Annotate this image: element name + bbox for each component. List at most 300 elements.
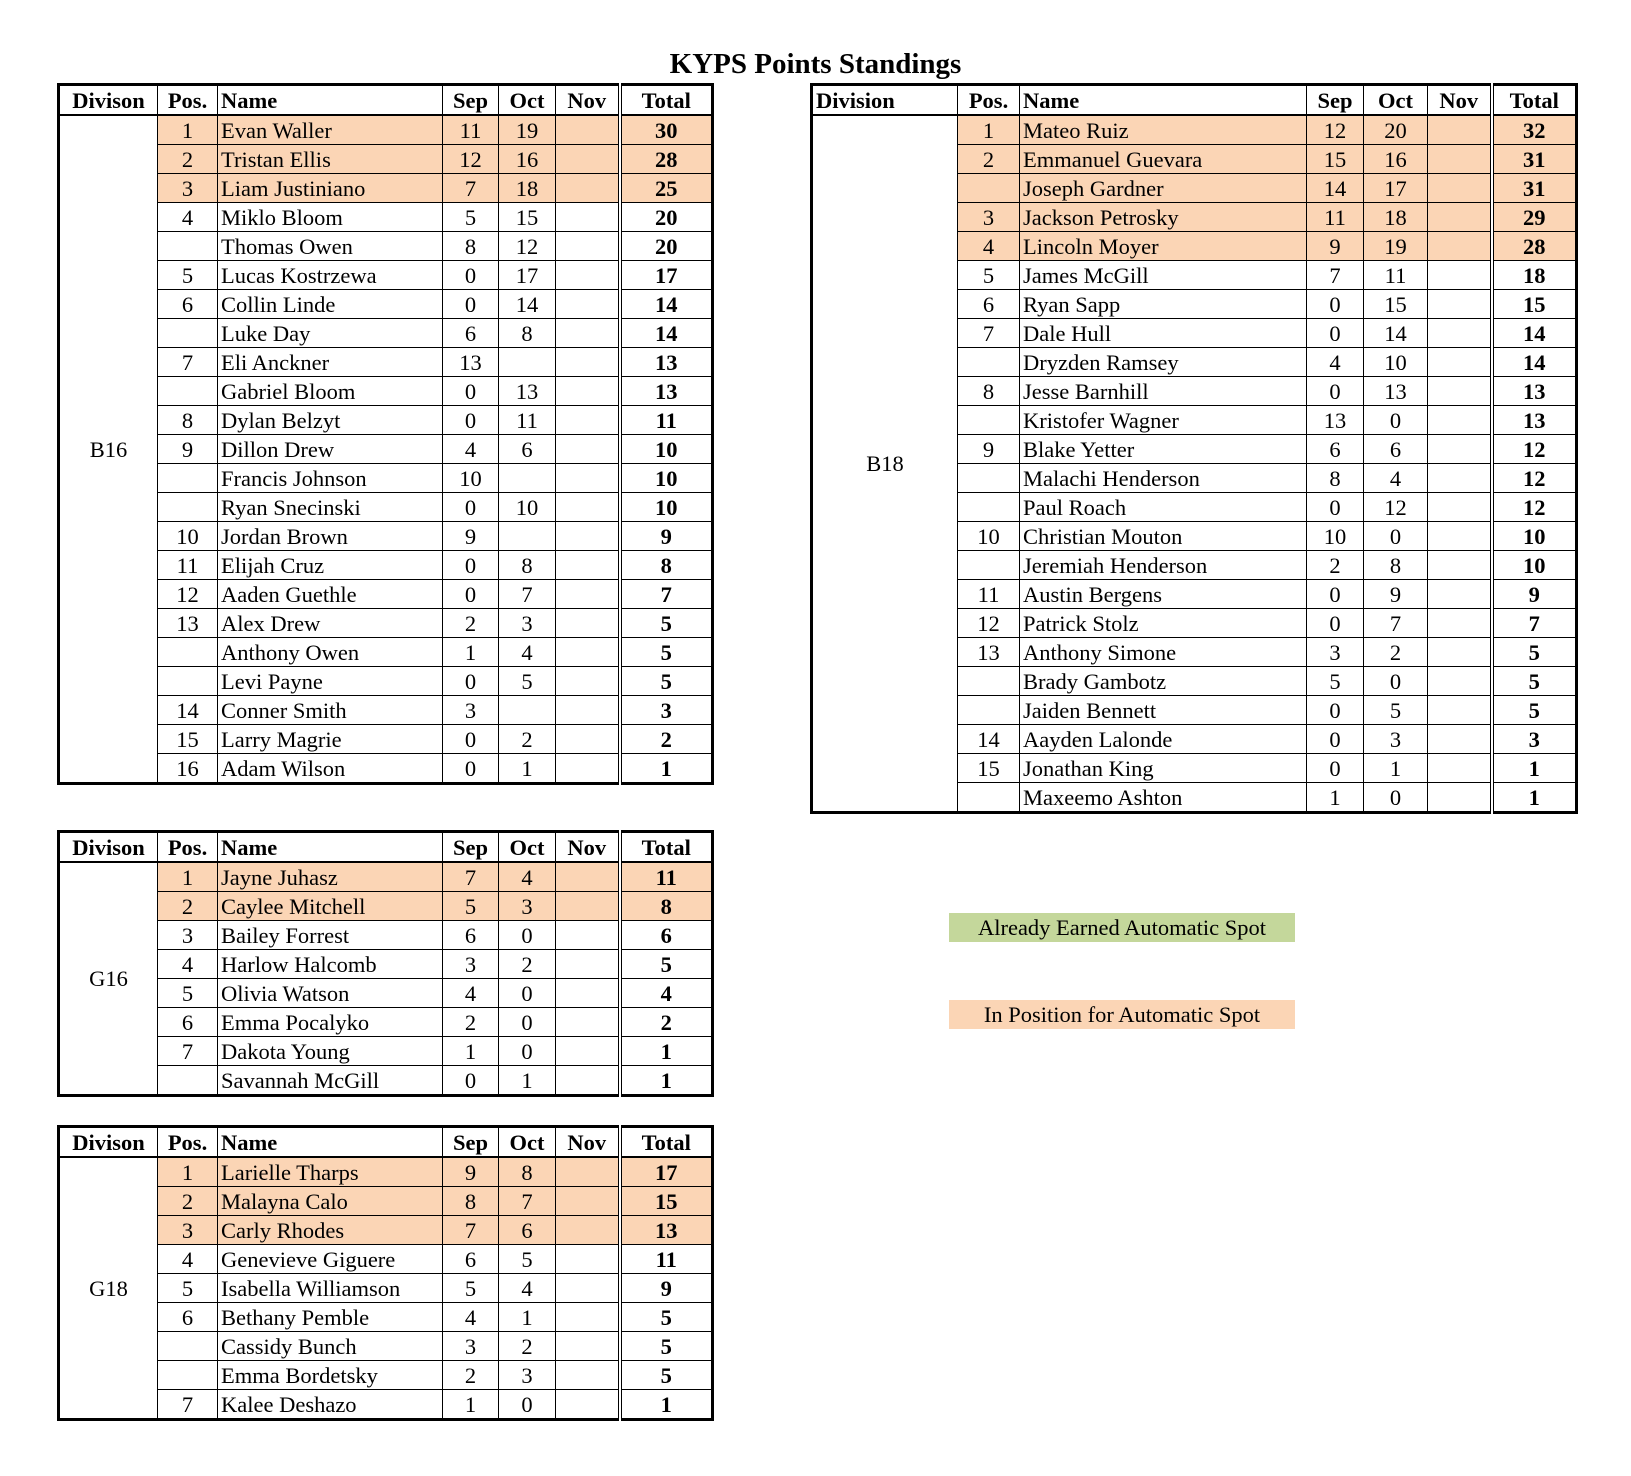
nov-points-cell [1428, 435, 1492, 464]
oct-points-cell: 15 [1364, 290, 1428, 319]
legend-position-spot: In Position for Automatic Spot [949, 1000, 1295, 1029]
division-label: B18 [812, 115, 958, 813]
nov-points-cell [1428, 580, 1492, 609]
position-cell [958, 406, 1020, 435]
header-oct: Oct [499, 1127, 556, 1158]
nov-points-cell [556, 1390, 620, 1420]
total-points-cell: 14 [620, 290, 713, 319]
oct-points-cell: 8 [499, 551, 556, 580]
header-pos: Pos. [158, 832, 218, 863]
table-row [59, 638, 713, 667]
position-cell [158, 667, 218, 696]
oct-points-cell: 0 [1364, 406, 1428, 435]
player-name-cell: Dale Hull [1020, 319, 1307, 348]
nov-points-cell [556, 1008, 620, 1037]
player-name-cell: Emma Bordetsky [218, 1361, 443, 1390]
position-cell: 1 [158, 1157, 218, 1187]
total-points-cell: 18 [1492, 261, 1577, 290]
total-points-cell: 13 [620, 348, 713, 377]
player-name-cell: Harlow Halcomb [218, 950, 443, 979]
total-points-cell: 1 [1492, 783, 1577, 813]
sep-points-cell: 0 [1307, 377, 1364, 406]
oct-points-cell: 0 [499, 1037, 556, 1066]
nov-points-cell [556, 348, 620, 377]
table-row [59, 1066, 713, 1096]
header-oct: Oct [1364, 85, 1428, 116]
nov-points-cell [556, 862, 620, 892]
table-row [59, 862, 713, 892]
nov-points-cell [556, 950, 620, 979]
oct-points-cell: 7 [499, 1187, 556, 1216]
total-points-cell: 1 [620, 754, 713, 784]
sep-points-cell: 0 [443, 406, 499, 435]
player-name-cell: Adam Wilson [218, 754, 443, 784]
page-title: KYPS Points Standings [669, 48, 962, 80]
player-name-cell: Miklo Bloom [218, 203, 443, 232]
oct-points-cell: 10 [499, 493, 556, 522]
sep-points-cell: 10 [1307, 522, 1364, 551]
player-name-cell: Evan Waller [218, 115, 443, 145]
nov-points-cell [556, 1066, 620, 1096]
sep-points-cell: 0 [443, 667, 499, 696]
position-cell: 3 [958, 203, 1020, 232]
total-points-cell: 1 [1492, 754, 1577, 783]
position-cell [158, 1332, 218, 1361]
legend-earned-spot: Already Earned Automatic Spot [949, 913, 1295, 942]
sep-points-cell: 2 [443, 1361, 499, 1390]
player-name-cell: Kristofer Wagner [1020, 406, 1307, 435]
position-cell: 13 [958, 638, 1020, 667]
position-cell: 2 [958, 145, 1020, 174]
position-cell: 5 [158, 261, 218, 290]
total-points-cell: 10 [620, 493, 713, 522]
nov-points-cell [556, 892, 620, 921]
sep-points-cell: 11 [1307, 203, 1364, 232]
table-row [812, 115, 1577, 145]
position-cell: 15 [158, 725, 218, 754]
sep-points-cell: 0 [443, 377, 499, 406]
position-cell [158, 464, 218, 493]
header-name: Name [1020, 85, 1307, 116]
table-row [59, 725, 713, 754]
oct-points-cell: 3 [499, 1361, 556, 1390]
total-points-cell: 10 [620, 464, 713, 493]
player-name-cell: Bethany Pemble [218, 1303, 443, 1332]
player-name-cell: Blake Yetter [1020, 435, 1307, 464]
position-cell [958, 348, 1020, 377]
table-row [59, 609, 713, 638]
player-name-cell: Jeremiah Henderson [1020, 551, 1307, 580]
table-row [59, 892, 713, 921]
oct-points-cell: 0 [1364, 667, 1428, 696]
oct-points-cell: 8 [1364, 551, 1428, 580]
table-row [59, 348, 713, 377]
total-points-cell: 5 [620, 638, 713, 667]
player-name-cell: Lincoln Moyer [1020, 232, 1307, 261]
table-row [59, 1216, 713, 1245]
oct-points-cell: 6 [1364, 435, 1428, 464]
player-name-cell: Dakota Young [218, 1037, 443, 1066]
sep-points-cell: 9 [443, 522, 499, 551]
position-cell: 2 [158, 145, 218, 174]
player-name-cell: Emmanuel Guevara [1020, 145, 1307, 174]
total-points-cell: 1 [620, 1066, 713, 1096]
player-name-cell: Caylee Mitchell [218, 892, 443, 921]
sep-points-cell: 0 [443, 261, 499, 290]
total-points-cell: 5 [620, 609, 713, 638]
oct-points-cell: 13 [499, 377, 556, 406]
total-points-cell: 20 [620, 232, 713, 261]
oct-points-cell: 0 [1364, 783, 1428, 813]
oct-points-cell: 3 [499, 609, 556, 638]
nov-points-cell [556, 609, 620, 638]
player-name-cell: Brady Gambotz [1020, 667, 1307, 696]
sep-points-cell: 0 [443, 290, 499, 319]
oct-points-cell: 2 [499, 725, 556, 754]
position-cell [958, 667, 1020, 696]
sep-points-cell: 6 [443, 921, 499, 950]
header-total: Total [620, 85, 713, 116]
sep-points-cell: 0 [1307, 580, 1364, 609]
oct-points-cell: 0 [499, 1008, 556, 1037]
oct-points-cell: 18 [1364, 203, 1428, 232]
header-division: Divison [59, 832, 158, 863]
total-points-cell: 17 [620, 1157, 713, 1187]
position-cell [958, 696, 1020, 725]
nov-points-cell [556, 1157, 620, 1187]
sep-points-cell: 7 [1307, 261, 1364, 290]
player-name-cell: Genevieve Giguere [218, 1245, 443, 1274]
sep-points-cell: 0 [1307, 754, 1364, 783]
header-sep: Sep [1307, 85, 1364, 116]
oct-points-cell [499, 348, 556, 377]
total-points-cell: 29 [1492, 203, 1577, 232]
nov-points-cell [556, 261, 620, 290]
player-name-cell: Malachi Henderson [1020, 464, 1307, 493]
sep-points-cell: 3 [443, 950, 499, 979]
total-points-cell: 13 [1492, 406, 1577, 435]
sep-points-cell: 0 [443, 725, 499, 754]
sep-points-cell: 5 [443, 892, 499, 921]
sep-points-cell: 8 [443, 1187, 499, 1216]
oct-points-cell [499, 522, 556, 551]
position-cell: 3 [158, 921, 218, 950]
sep-points-cell: 0 [1307, 493, 1364, 522]
player-name-cell: Bailey Forrest [218, 921, 443, 950]
sep-points-cell: 0 [1307, 609, 1364, 638]
position-cell: 2 [158, 892, 218, 921]
total-points-cell: 15 [1492, 290, 1577, 319]
oct-points-cell: 12 [499, 232, 556, 261]
position-cell: 3 [158, 1216, 218, 1245]
position-cell [158, 493, 218, 522]
sep-points-cell: 3 [443, 1332, 499, 1361]
player-name-cell: Malayna Calo [218, 1187, 443, 1216]
oct-points-cell: 4 [499, 638, 556, 667]
nov-points-cell [1428, 551, 1492, 580]
sep-points-cell: 4 [443, 979, 499, 1008]
nov-points-cell [556, 696, 620, 725]
nov-points-cell [556, 174, 620, 203]
table-row [59, 232, 713, 261]
player-name-cell: Tristan Ellis [218, 145, 443, 174]
oct-points-cell: 2 [1364, 638, 1428, 667]
position-cell [958, 551, 1020, 580]
sep-points-cell: 0 [443, 551, 499, 580]
total-points-cell: 5 [620, 667, 713, 696]
position-cell: 9 [158, 435, 218, 464]
nov-points-cell [556, 115, 620, 145]
sep-points-cell: 5 [1307, 667, 1364, 696]
position-cell: 7 [158, 1037, 218, 1066]
player-name-cell: Kalee Deshazo [218, 1390, 443, 1420]
sep-points-cell: 6 [1307, 435, 1364, 464]
header-division: Divison [59, 1127, 158, 1158]
sep-points-cell: 0 [443, 580, 499, 609]
position-cell: 8 [158, 406, 218, 435]
nov-points-cell [1428, 377, 1492, 406]
table-row [59, 406, 713, 435]
oct-points-cell: 0 [499, 979, 556, 1008]
total-points-cell: 5 [620, 1303, 713, 1332]
player-name-cell: Elijah Cruz [218, 551, 443, 580]
header-total: Total [1492, 85, 1577, 116]
total-points-cell: 32 [1492, 115, 1577, 145]
sep-points-cell: 0 [443, 754, 499, 784]
total-points-cell: 5 [620, 1361, 713, 1390]
table-row [59, 580, 713, 609]
table-row [59, 1245, 713, 1274]
sep-points-cell: 0 [1307, 290, 1364, 319]
table-row [59, 435, 713, 464]
player-name-cell: Joseph Gardner [1020, 174, 1307, 203]
sep-points-cell: 1 [1307, 783, 1364, 813]
total-points-cell: 2 [620, 1008, 713, 1037]
sep-points-cell: 13 [443, 348, 499, 377]
player-name-cell: Savannah McGill [218, 1066, 443, 1096]
header-nov: Nov [556, 832, 620, 863]
total-points-cell: 12 [1492, 464, 1577, 493]
sep-points-cell: 3 [1307, 638, 1364, 667]
position-cell: 11 [958, 580, 1020, 609]
total-points-cell: 5 [1492, 638, 1577, 667]
nov-points-cell [556, 725, 620, 754]
position-cell: 12 [958, 609, 1020, 638]
position-cell [958, 783, 1020, 813]
player-name-cell: Collin Linde [218, 290, 443, 319]
nov-points-cell [556, 1037, 620, 1066]
table-row [59, 1361, 713, 1390]
division-label: G18 [59, 1157, 158, 1420]
player-name-cell: Gabriel Bloom [218, 377, 443, 406]
table-row [59, 522, 713, 551]
total-points-cell: 5 [620, 1332, 713, 1361]
oct-points-cell [499, 464, 556, 493]
header-total: Total [620, 1127, 713, 1158]
total-points-cell: 5 [1492, 667, 1577, 696]
nov-points-cell [1428, 725, 1492, 754]
oct-points-cell: 16 [499, 145, 556, 174]
sep-points-cell: 1 [443, 1390, 499, 1420]
table-row [59, 1332, 713, 1361]
total-points-cell: 30 [620, 115, 713, 145]
table-row [59, 1187, 713, 1216]
total-points-cell: 13 [1492, 377, 1577, 406]
nov-points-cell [556, 667, 620, 696]
position-cell: 4 [958, 232, 1020, 261]
oct-points-cell: 11 [1364, 261, 1428, 290]
oct-points-cell: 14 [1364, 319, 1428, 348]
player-name-cell: Ryan Snecinski [218, 493, 443, 522]
total-points-cell: 14 [1492, 348, 1577, 377]
oct-points-cell: 1 [499, 754, 556, 784]
nov-points-cell [556, 979, 620, 1008]
nov-points-cell [556, 522, 620, 551]
total-points-cell: 9 [620, 522, 713, 551]
nov-points-cell [1428, 319, 1492, 348]
table-row [59, 950, 713, 979]
sep-points-cell: 4 [443, 1303, 499, 1332]
table-row [59, 667, 713, 696]
oct-points-cell: 1 [499, 1303, 556, 1332]
oct-points-cell: 5 [1364, 696, 1428, 725]
table-row [59, 1008, 713, 1037]
header-pos: Pos. [158, 1127, 218, 1158]
player-name-cell: Anthony Owen [218, 638, 443, 667]
total-points-cell: 7 [1492, 609, 1577, 638]
oct-points-cell: 5 [499, 1245, 556, 1274]
total-points-cell: 10 [620, 435, 713, 464]
table-row [59, 377, 713, 406]
table-row [59, 551, 713, 580]
player-name-cell: Aayden Lalonde [1020, 725, 1307, 754]
player-name-cell: Carly Rhodes [218, 1216, 443, 1245]
player-name-cell: Dryzden Ramsey [1020, 348, 1307, 377]
nov-points-cell [556, 464, 620, 493]
sep-points-cell: 6 [443, 319, 499, 348]
oct-points-cell: 2 [499, 1332, 556, 1361]
table-row [59, 1390, 713, 1420]
sep-points-cell: 3 [443, 696, 499, 725]
oct-points-cell: 4 [499, 862, 556, 892]
table-row [59, 1303, 713, 1332]
position-cell: 7 [158, 348, 218, 377]
player-name-cell: Christian Mouton [1020, 522, 1307, 551]
position-cell: 11 [158, 551, 218, 580]
header-sep: Sep [443, 85, 499, 116]
nov-points-cell [556, 921, 620, 950]
total-points-cell: 7 [620, 580, 713, 609]
total-points-cell: 13 [620, 1216, 713, 1245]
nov-points-cell [1428, 203, 1492, 232]
table-row [59, 921, 713, 950]
total-points-cell: 3 [620, 696, 713, 725]
total-points-cell: 17 [620, 261, 713, 290]
oct-points-cell: 9 [1364, 580, 1428, 609]
sep-points-cell: 6 [443, 1245, 499, 1274]
nov-points-cell [556, 551, 620, 580]
position-cell: 10 [958, 522, 1020, 551]
total-points-cell: 12 [1492, 435, 1577, 464]
division-label: B16 [59, 115, 158, 784]
total-points-cell: 5 [620, 950, 713, 979]
sep-points-cell: 4 [443, 435, 499, 464]
position-cell: 14 [158, 696, 218, 725]
oct-points-cell: 1 [1364, 754, 1428, 783]
player-name-cell: Thomas Owen [218, 232, 443, 261]
sep-points-cell: 1 [443, 638, 499, 667]
player-name-cell: Dylan Belzyt [218, 406, 443, 435]
player-name-cell: Ryan Sapp [1020, 290, 1307, 319]
header-oct: Oct [499, 832, 556, 863]
position-cell: 16 [158, 754, 218, 784]
oct-points-cell: 1 [499, 1066, 556, 1096]
oct-points-cell: 14 [499, 290, 556, 319]
total-points-cell: 11 [620, 862, 713, 892]
position-cell [158, 377, 218, 406]
player-name-cell: Jesse Barnhill [1020, 377, 1307, 406]
position-cell: 8 [958, 377, 1020, 406]
sep-points-cell: 9 [443, 1157, 499, 1187]
player-name-cell: Jackson Petrosky [1020, 203, 1307, 232]
nov-points-cell [1428, 261, 1492, 290]
position-cell: 10 [158, 522, 218, 551]
position-cell: 6 [158, 1008, 218, 1037]
oct-points-cell: 0 [1364, 522, 1428, 551]
total-points-cell: 2 [620, 725, 713, 754]
total-points-cell: 28 [1492, 232, 1577, 261]
table-row [59, 1274, 713, 1303]
header-sep: Sep [443, 1127, 499, 1158]
position-cell: 4 [158, 203, 218, 232]
total-points-cell: 31 [1492, 145, 1577, 174]
sep-points-cell: 0 [1307, 319, 1364, 348]
oct-points-cell: 17 [499, 261, 556, 290]
sep-points-cell: 12 [443, 145, 499, 174]
player-name-cell: Larry Magrie [218, 725, 443, 754]
total-points-cell: 28 [620, 145, 713, 174]
header-pos: Pos. [958, 85, 1020, 116]
total-points-cell: 31 [1492, 174, 1577, 203]
total-points-cell: 14 [620, 319, 713, 348]
table-row [59, 174, 713, 203]
nov-points-cell [556, 638, 620, 667]
player-name-cell: Jordan Brown [218, 522, 443, 551]
total-points-cell: 11 [620, 406, 713, 435]
oct-points-cell: 8 [499, 1157, 556, 1187]
position-cell [158, 319, 218, 348]
nov-points-cell [1428, 754, 1492, 783]
sep-points-cell: 12 [1307, 115, 1364, 145]
header-division: Divison [59, 85, 158, 116]
table-row [59, 145, 713, 174]
standings-table-b18 [810, 83, 1578, 814]
table-row [59, 979, 713, 1008]
sep-points-cell: 9 [1307, 232, 1364, 261]
nov-points-cell [556, 493, 620, 522]
total-points-cell: 4 [620, 979, 713, 1008]
sep-points-cell: 10 [443, 464, 499, 493]
sep-points-cell: 8 [1307, 464, 1364, 493]
position-cell: 13 [158, 609, 218, 638]
nov-points-cell [1428, 406, 1492, 435]
oct-points-cell: 16 [1364, 145, 1428, 174]
header-oct: Oct [499, 85, 556, 116]
oct-points-cell: 7 [499, 580, 556, 609]
total-points-cell: 10 [1492, 551, 1577, 580]
player-name-cell: Maxeemo Ashton [1020, 783, 1307, 813]
nov-points-cell [556, 754, 620, 784]
